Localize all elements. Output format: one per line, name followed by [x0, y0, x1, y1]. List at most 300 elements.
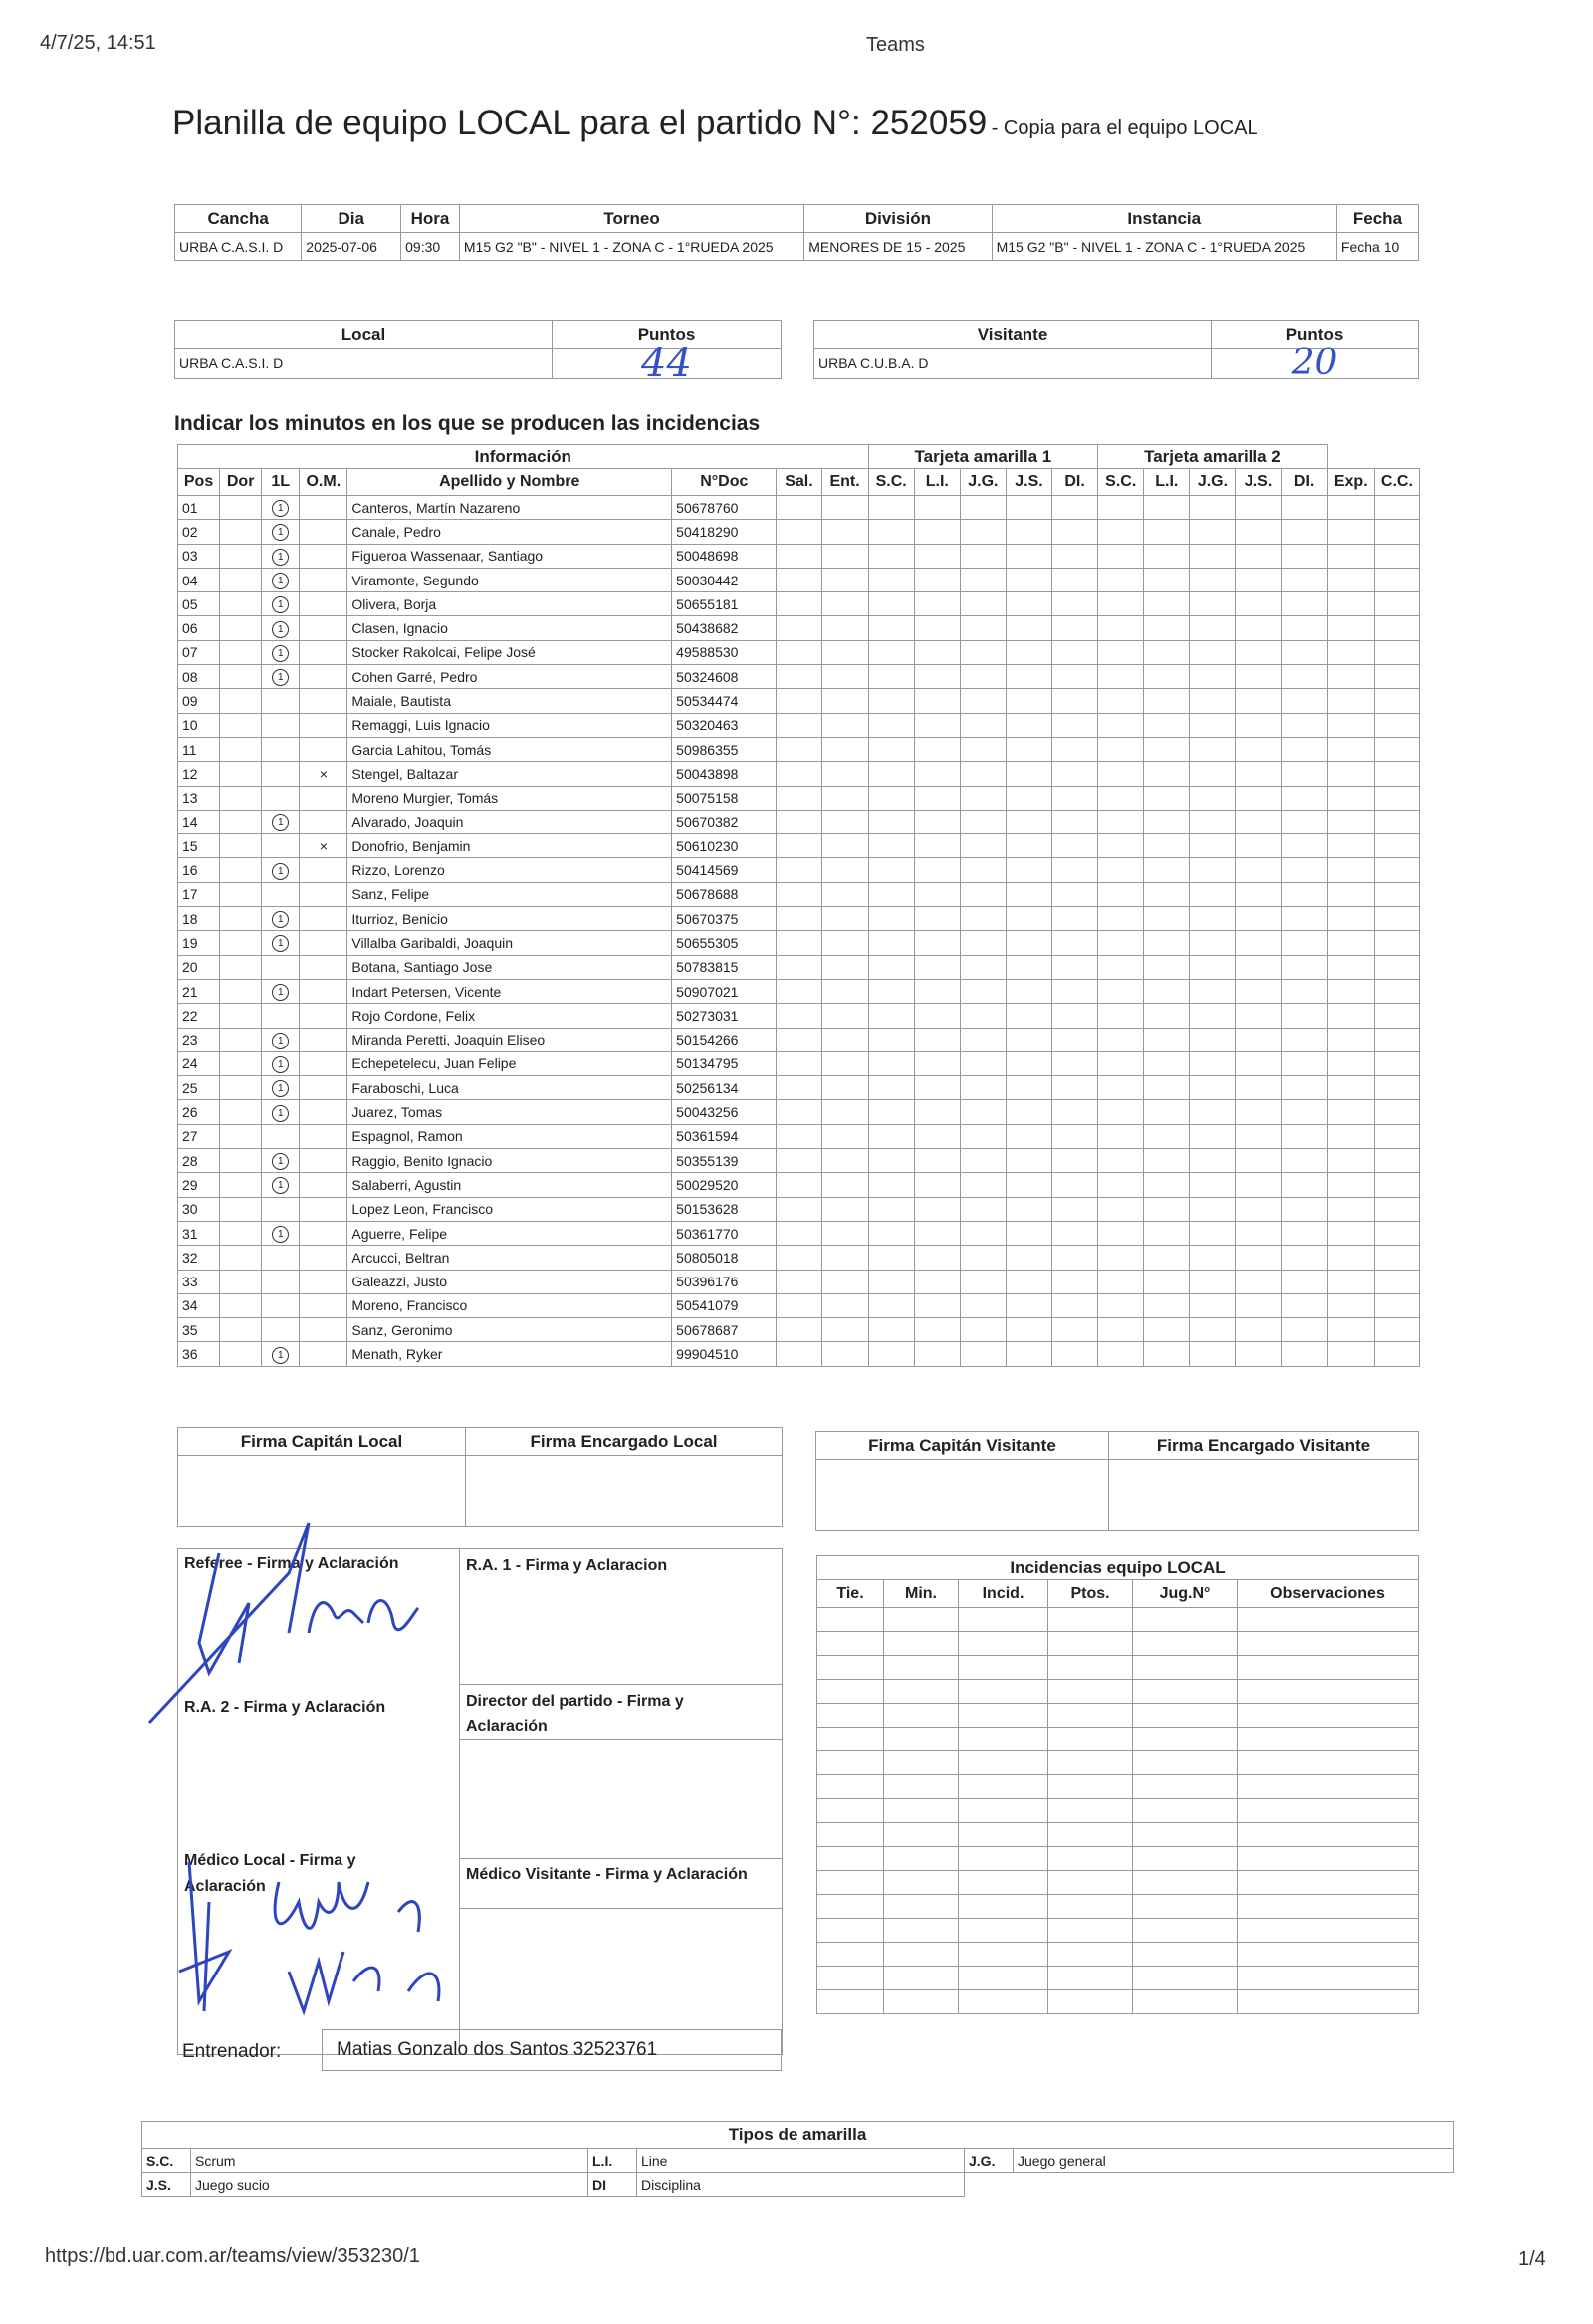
player-row: [178, 858, 1420, 882]
incidencia-cell: [959, 1704, 1048, 1728]
incidencia-cell: [884, 1656, 959, 1680]
incidencia-cell: [1133, 1847, 1238, 1871]
incidencias-table: [816, 1555, 1419, 2014]
player-pos: 28: [178, 1149, 220, 1173]
player-stat-cell: [1190, 737, 1236, 761]
match-header-3: Hora: [401, 205, 460, 233]
incidencia-cell: [959, 1990, 1048, 2014]
player-pos: 18: [178, 907, 220, 931]
incidencia-cell: [1238, 1943, 1419, 1967]
incidencia-row: [817, 1608, 1419, 1632]
player-dor: [220, 544, 262, 568]
incidencia-cell: [959, 1680, 1048, 1704]
incidencia-cell: [959, 1847, 1048, 1871]
player-stat-cell: [777, 1246, 821, 1270]
player-stat-cell: [1144, 592, 1190, 616]
players-col-header: Exp.: [1327, 469, 1374, 496]
incidencia-cell: [817, 1895, 884, 1919]
incidencia-cell: [1238, 1728, 1419, 1751]
player-pos: 22: [178, 1004, 220, 1028]
player-om: [300, 882, 347, 906]
player-stat-cell: [1006, 786, 1051, 810]
incidencias-col-header: Ptos.: [1048, 1580, 1133, 1608]
player-stat-cell: [868, 1149, 914, 1173]
player-stat-cell: [914, 616, 960, 640]
player-stat-cell: [960, 979, 1006, 1003]
player-row: [178, 568, 1420, 591]
player-first-line: [262, 931, 300, 955]
player-pos: 07: [178, 640, 220, 664]
player-stat-cell: [821, 1004, 868, 1028]
player-stat-cell: [868, 665, 914, 689]
player-stat-cell: [914, 858, 960, 882]
player-stat-cell: [868, 1173, 914, 1197]
player-stat-cell: [1327, 979, 1374, 1003]
player-stat-cell: [960, 834, 1006, 858]
incidencia-cell: [1048, 1871, 1133, 1895]
player-stat-cell: [1374, 1149, 1419, 1173]
player-stat-cell: [1374, 955, 1419, 979]
player-doc: 50153628: [672, 1197, 777, 1221]
incidencia-cell: [959, 1823, 1048, 1847]
player-doc: 50324608: [672, 665, 777, 689]
visit-score-table: [813, 320, 1419, 383]
player-stat-cell: [821, 737, 868, 761]
incidencias-title: Incidencias equipo LOCAL: [817, 1556, 1419, 1580]
player-stat-cell: [1006, 1293, 1051, 1317]
player-pos: 06: [178, 616, 220, 640]
incidencia-cell: [817, 1943, 884, 1967]
player-stat-cell: [1006, 1051, 1051, 1075]
incidencia-cell: [959, 1632, 1048, 1656]
player-stat-cell: [914, 882, 960, 906]
incidencia-cell: [817, 1823, 884, 1847]
player-doc: 50805018: [672, 1246, 777, 1270]
match-value-6: M15 G2 "B" - NIVEL 1 - ZONA C - 1°RUEDA 2025: [992, 233, 1336, 261]
incidencia-cell: [884, 1704, 959, 1728]
incidencia-cell: [959, 1895, 1048, 1919]
player-row: [178, 979, 1420, 1003]
player-stat-cell: [1006, 1197, 1051, 1221]
incidencia-row: [817, 1656, 1419, 1680]
player-first-line: [262, 1100, 300, 1124]
player-stat-cell: [1281, 1173, 1327, 1197]
incidencia-cell: [1048, 1823, 1133, 1847]
incidencia-cell: [1238, 1632, 1419, 1656]
player-stat-cell: [1281, 907, 1327, 931]
player-dor: [220, 496, 262, 520]
player-row: [178, 1028, 1420, 1051]
player-stat-cell: [1281, 1149, 1327, 1173]
player-stat-cell: [1144, 1028, 1190, 1051]
player-name: Figueroa Wassenaar, Santiago: [347, 544, 672, 568]
player-stat-cell: [777, 1100, 821, 1124]
player-stat-cell: [1144, 858, 1190, 882]
incidencias-col-header: Jug.N°: [1133, 1580, 1238, 1608]
player-dor: [220, 882, 262, 906]
incidencia-cell: [1048, 1919, 1133, 1943]
player-stat-cell: [1327, 568, 1374, 591]
player-stat-cell: [1098, 1246, 1144, 1270]
player-stat-cell: [960, 1076, 1006, 1100]
player-stat-cell: [1281, 520, 1327, 544]
player-stat-cell: [1098, 762, 1144, 786]
incidencia-cell: [1048, 1943, 1133, 1967]
player-stat-cell: [1374, 713, 1419, 737]
player-stat-cell: [1144, 713, 1190, 737]
player-stat-cell: [914, 810, 960, 833]
player-stat-cell: [1006, 858, 1051, 882]
incidencia-cell: [817, 1680, 884, 1704]
player-doc: 50678687: [672, 1318, 777, 1342]
player-stat-cell: [914, 955, 960, 979]
player-stat-cell: [1006, 1100, 1051, 1124]
ra1-label: R.A. 1 - Firma y Aclaracion: [466, 1557, 668, 1574]
player-stat-cell: [1052, 544, 1098, 568]
player-row: [178, 616, 1420, 640]
player-row: [178, 1076, 1420, 1100]
incidencia-cell: [959, 1775, 1048, 1799]
incidencia-cell: [817, 1728, 884, 1751]
player-name: Garcia Lahitou, Tomás: [347, 737, 672, 761]
player-stat-cell: [821, 1246, 868, 1270]
player-stat-cell: [1098, 1076, 1144, 1100]
local-team: URBA C.A.S.I. D: [175, 349, 553, 379]
incidencia-row: [817, 1847, 1419, 1871]
player-doc: 50418290: [672, 520, 777, 544]
player-stat-cell: [960, 882, 1006, 906]
player-stat-cell: [821, 1149, 868, 1173]
player-stat-cell: [1098, 1197, 1144, 1221]
player-stat-cell: [1006, 979, 1051, 1003]
player-stat-cell: [777, 640, 821, 664]
incidencia-cell: [1048, 1728, 1133, 1751]
player-stat-cell: [1144, 834, 1190, 858]
player-dor: [220, 1342, 262, 1366]
player-stat-cell: [777, 520, 821, 544]
player-stat-cell: [1374, 931, 1419, 955]
player-stat-cell: [1052, 1051, 1098, 1075]
local-signatures: [177, 1427, 783, 1527]
player-row: [178, 762, 1420, 786]
player-stat-cell: [1052, 1149, 1098, 1173]
incidencia-cell: [1238, 1799, 1419, 1823]
player-stat-cell: [1098, 592, 1144, 616]
incidencia-cell: [959, 1943, 1048, 1967]
player-stat-cell: [1281, 834, 1327, 858]
players-col-header: J.S.: [1236, 469, 1281, 496]
player-stat-cell: [1052, 834, 1098, 858]
player-stat-cell: [1190, 810, 1236, 833]
player-stat-cell: [1327, 713, 1374, 737]
incidencia-cell: [1048, 1847, 1133, 1871]
player-row: [178, 1221, 1420, 1245]
player-stat-cell: [868, 1197, 914, 1221]
incidencia-cell: [884, 1871, 959, 1895]
player-name: Stengel, Baltazar: [347, 762, 672, 786]
first-line-badge: 1: [272, 596, 289, 613]
player-stat-cell: [1144, 1318, 1190, 1342]
player-stat-cell: [868, 689, 914, 713]
player-name: Espagnol, Ramon: [347, 1124, 672, 1148]
player-stat-cell: [1052, 713, 1098, 737]
player-dor: [220, 762, 262, 786]
player-om: [300, 955, 347, 979]
player-stat-cell: [1281, 1197, 1327, 1221]
player-name: Menath, Ryker: [347, 1342, 672, 1366]
player-stat-cell: [1236, 1293, 1281, 1317]
player-stat-cell: [1374, 1100, 1419, 1124]
player-stat-cell: [1236, 1246, 1281, 1270]
player-stat-cell: [1190, 762, 1236, 786]
player-stat-cell: [1144, 737, 1190, 761]
player-stat-cell: [868, 520, 914, 544]
player-first-line: [262, 568, 300, 591]
player-stat-cell: [1327, 834, 1374, 858]
player-stat-cell: [1052, 592, 1098, 616]
player-stat-cell: [1006, 737, 1051, 761]
coach-value: Matias Gonzalo dos Santos 32523761: [337, 2039, 658, 2060]
player-stat-cell: [1052, 1293, 1098, 1317]
player-row: [178, 1149, 1420, 1173]
player-stat-cell: [960, 907, 1006, 931]
player-stat-cell: [1190, 1318, 1236, 1342]
player-om: [300, 1149, 347, 1173]
player-stat-cell: [777, 1318, 821, 1342]
player-pos: 20: [178, 955, 220, 979]
player-first-line: [262, 907, 300, 931]
player-stat-cell: [1236, 689, 1281, 713]
incidencia-cell: [1048, 1751, 1133, 1775]
player-stat-cell: [1374, 1028, 1419, 1051]
incidencia-cell: [1133, 1919, 1238, 1943]
player-stat-cell: [1327, 1293, 1374, 1317]
match-header-4: Torneo: [459, 205, 803, 233]
visit-signatures: [815, 1431, 1419, 1531]
player-stat-cell: [1327, 931, 1374, 955]
player-stat-cell: [1281, 786, 1327, 810]
player-om: [300, 1270, 347, 1293]
player-row: [178, 882, 1420, 906]
player-stat-cell: [1327, 1173, 1374, 1197]
player-stat-cell: [1190, 979, 1236, 1003]
player-dor: [220, 1246, 262, 1270]
player-stat-cell: [1098, 520, 1144, 544]
player-stat-cell: [1236, 520, 1281, 544]
player-stat-cell: [1052, 786, 1098, 810]
player-stat-cell: [1006, 882, 1051, 906]
player-stat-cell: [914, 1342, 960, 1366]
player-stat-cell: [1281, 882, 1327, 906]
player-stat-cell: [1006, 907, 1051, 931]
player-dor: [220, 1076, 262, 1100]
player-stat-cell: [914, 1100, 960, 1124]
player-doc: 50783815: [672, 955, 777, 979]
player-stat-cell: [1052, 737, 1098, 761]
player-stat-cell: [1236, 858, 1281, 882]
player-dor: [220, 640, 262, 664]
player-stat-cell: [1327, 786, 1374, 810]
player-pos: 23: [178, 1028, 220, 1051]
incidencia-cell: [1133, 1608, 1238, 1632]
player-stat-cell: [914, 1197, 960, 1221]
player-stat-cell: [1098, 1270, 1144, 1293]
player-stat-cell: [777, 616, 821, 640]
referee-label: Referee - Firma y Aclaración: [184, 1555, 399, 1572]
player-stat-cell: [1144, 810, 1190, 833]
player-row: [178, 737, 1420, 761]
player-om: [300, 1100, 347, 1124]
player-stat-cell: [1098, 882, 1144, 906]
player-stat-cell: [1236, 1004, 1281, 1028]
player-stat-cell: [1236, 786, 1281, 810]
player-stat-cell: [821, 931, 868, 955]
player-stat-cell: [1327, 1197, 1374, 1221]
player-dor: [220, 1293, 262, 1317]
first-line-badge: 1: [272, 984, 289, 1001]
player-stat-cell: [1006, 1124, 1051, 1148]
visit-team: URBA C.U.B.A. D: [814, 349, 1212, 379]
player-stat-cell: [960, 592, 1006, 616]
player-row: [178, 1318, 1420, 1342]
player-stat-cell: [1052, 568, 1098, 591]
player-stat-cell: [1052, 1124, 1098, 1148]
incidencia-row: [817, 1680, 1419, 1704]
player-stat-cell: [1236, 1149, 1281, 1173]
player-stat-cell: [1098, 1221, 1144, 1245]
player-stat-cell: [868, 955, 914, 979]
incidencia-cell: [1238, 1823, 1419, 1847]
player-doc: 50361770: [672, 1221, 777, 1245]
player-pos: 26: [178, 1100, 220, 1124]
player-stat-cell: [1281, 1076, 1327, 1100]
player-stat-cell: [1098, 931, 1144, 955]
player-stat-cell: [1190, 713, 1236, 737]
player-stat-cell: [868, 1270, 914, 1293]
player-doc: 50655305: [672, 931, 777, 955]
player-name: Canteros, Martín Nazareno: [347, 496, 672, 520]
incidencia-cell: [817, 1871, 884, 1895]
player-stat-cell: [1052, 882, 1098, 906]
player-dor: [220, 665, 262, 689]
player-name: Alvarado, Joaquin: [347, 810, 672, 833]
player-stat-cell: [1098, 979, 1144, 1003]
incidencia-cell: [817, 1799, 884, 1823]
incidencia-row: [817, 1943, 1419, 1967]
player-name: Aguerre, Felipe: [347, 1221, 672, 1245]
player-row: [178, 544, 1420, 568]
player-row: [178, 931, 1420, 955]
player-stat-cell: [777, 1173, 821, 1197]
player-doc: 50414569: [672, 858, 777, 882]
player-stat-cell: [821, 1293, 868, 1317]
incidencia-cell: [884, 1823, 959, 1847]
player-stat-cell: [821, 834, 868, 858]
player-stat-cell: [1281, 665, 1327, 689]
player-stat-cell: [1098, 786, 1144, 810]
player-pos: 27: [178, 1124, 220, 1148]
player-stat-cell: [868, 834, 914, 858]
player-stat-cell: [960, 665, 1006, 689]
player-dor: [220, 616, 262, 640]
player-stat-cell: [777, 882, 821, 906]
player-stat-cell: [1006, 1076, 1051, 1100]
player-stat-cell: [868, 931, 914, 955]
player-stat-cell: [1190, 1124, 1236, 1148]
player-stat-cell: [1374, 689, 1419, 713]
player-stat-cell: [1281, 640, 1327, 664]
player-stat-cell: [1374, 810, 1419, 833]
player-stat-cell: [1374, 882, 1419, 906]
player-stat-cell: [868, 1028, 914, 1051]
player-stat-cell: [1236, 1076, 1281, 1100]
player-stat-cell: [777, 858, 821, 882]
player-stat-cell: [1281, 931, 1327, 955]
player-stat-cell: [1236, 979, 1281, 1003]
page-title: [172, 104, 1258, 143]
incidencia-cell: [959, 1799, 1048, 1823]
player-stat-cell: [1006, 1270, 1051, 1293]
incidencias-col-header: Tie.: [817, 1580, 884, 1608]
player-doc: 50030442: [672, 568, 777, 591]
player-doc: 50320463: [672, 713, 777, 737]
player-name: Villalba Garibaldi, Joaquin: [347, 931, 672, 955]
players-col-header: Apellido y Nombre: [347, 469, 672, 496]
first-line-badge: 1: [272, 1177, 289, 1194]
player-stat-cell: [1144, 616, 1190, 640]
players-col-header: Ent.: [821, 469, 868, 496]
player-dor: [220, 1221, 262, 1245]
incidencia-cell: [1133, 1943, 1238, 1967]
player-stat-cell: [1236, 1100, 1281, 1124]
player-stat-cell: [1327, 762, 1374, 786]
match-info-table: [174, 204, 1419, 261]
player-stat-cell: [914, 520, 960, 544]
player-name: Juarez, Tomas: [347, 1100, 672, 1124]
player-pos: 02: [178, 520, 220, 544]
player-doc: 50396176: [672, 1270, 777, 1293]
player-stat-cell: [914, 1124, 960, 1148]
player-stat-cell: [1052, 955, 1098, 979]
local-points-label: Puntos: [553, 321, 782, 349]
player-stat-cell: [1281, 1270, 1327, 1293]
player-stat-cell: [777, 1342, 821, 1366]
player-stat-cell: [1098, 810, 1144, 833]
incidencia-cell: [959, 1967, 1048, 1990]
player-stat-cell: [1052, 1270, 1098, 1293]
first-line-badge: 1: [272, 524, 289, 541]
player-om: [300, 640, 347, 664]
incidencia-cell: [1238, 1775, 1419, 1799]
player-stat-cell: [1281, 1004, 1327, 1028]
player-pos: 21: [178, 979, 220, 1003]
player-stat-cell: [1327, 689, 1374, 713]
player-stat-cell: [1281, 1342, 1327, 1366]
player-stat-cell: [821, 1342, 868, 1366]
player-name: Galeazzi, Justo: [347, 1270, 672, 1293]
player-stat-cell: [1052, 810, 1098, 833]
player-stat-cell: [1098, 907, 1144, 931]
players-col-header: S.C.: [868, 469, 914, 496]
player-om: [300, 616, 347, 640]
player-stat-cell: [1098, 616, 1144, 640]
player-stat-cell: [1098, 1028, 1144, 1051]
incidencia-cell: [1133, 1775, 1238, 1799]
player-doc: 50075158: [672, 786, 777, 810]
player-stat-cell: [1144, 931, 1190, 955]
player-stat-cell: [1098, 858, 1144, 882]
player-stat-cell: [821, 1173, 868, 1197]
